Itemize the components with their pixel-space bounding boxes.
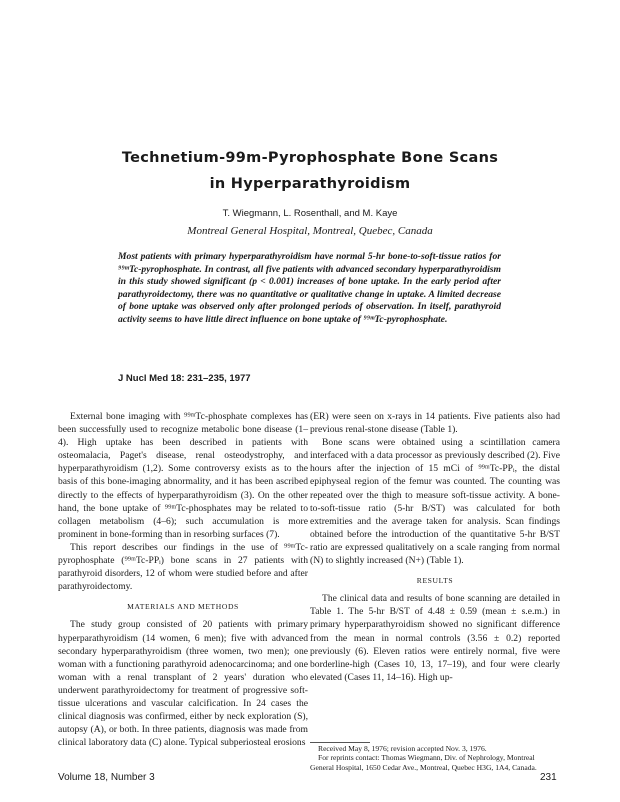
- page-number: 231: [540, 772, 557, 783]
- left-column: [58, 410, 308, 749]
- section-heading-results: RESULTS: [416, 576, 454, 586]
- intro-paragraph-1: External bone imaging with ⁹⁹ᵐTc-phosphate complexes has been successfully used to recognize metabolic bone disease (1–4). High uptake has been described in patients with osteomalacia, Paget's disease, renal osteodystrophy, and hyperparathyroidism (1,2). Some controversy exists as to the basis of this bone-imaging abnormality, and it has been ascribed directly to the effects of hyperparathyroidism (3). On the other hand, the bone uptake of ⁹⁹ᵐTc-phosphates may be related to collagen metabolism (4–6); such accumulation is more prominent in bone-forming than in resorbing surfaces (7).: [58, 411, 308, 540]
- title-line-1: Technetium-99m-Pyrophosphate Bone Scans: [121, 150, 499, 166]
- footnote: [310, 744, 560, 772]
- results-paragraph-1: The clinical data and results of bone scanning are detailed in Table 1. The 5-hr B/ST of 4.48 ± 0.59 (mean ± s.e.m.) in primary hyperparathyroidism showed no significant difference from the mean in normal controls (3.56 ± 0.2) reported previously (6). Eleven ratios were entirely normal, five were borderline-high (Cases 10, 13, 17–19), and four were clearly elevated (Cases 11, 14–16). High up-: [310, 593, 560, 683]
- methods-paragraph-1: The study group consisted of 20 patients with primary hyperparathyroidism (14 women, 6 men); five with advanced secondary hyperparathyroidism (three women, two men); one woman with a functioning parathyroid adenocarcinoma; and one woman with a renal transplant of 2 years' duration who underwent parathyroidectomy for treatment of progressive soft-tissue ulcerations and vascular calcification. In 24 cases the clinical diagnosis was confirmed, either by neck exploration (S), autopsy (A), or both. In three patients, diagnosis was made from clinical laboratory data (C) alone. Typical subperiosteal erosions: [58, 619, 308, 749]
- right-column: [310, 410, 560, 684]
- volume-info: Volume 18, Number 3: [58, 772, 155, 783]
- footnote-reprints: For reprints contact: Thomas Wiegmann, Div. of Nephrology, Montreal General Hospital, 1650 Cedar Ave., Montreal, Quebec H3G, 1A4, Canada.: [310, 753, 537, 772]
- authors: T. Wiegmann, L. Rosenthall, and M. Kaye: [222, 208, 398, 219]
- intro-paragraph-2: This report describes our findings in the use of ⁹⁹ᵐTc-pyrophosphate (⁹⁹ᵐTc-PPᵢ) bone scans in 27 patients with parathyroid disorders, 12 of whom were studied before and after parathyroidectomy.: [58, 541, 308, 593]
- title-line-2: in Hyperparathyroidism: [209, 176, 411, 192]
- methods-paragraph-continued: (ER) were seen on x-rays in 14 patients. Five patients also had previous renal-stone disease (Table 1).: [310, 411, 560, 436]
- abstract: Most patients with primary hyperparathyroidism have normal 5-hr bone-to-soft-tissue ratios for ⁹⁹ᵐTc-pyrophosphate. In contrast, all five patients with advanced secondary hyperparathyroidism in this study showed significant (p < 0.001) increases of bone uptake. In the early period after parathyroidectomy, there was no quantitative or qualitative change in uptake. A limited decrease of bone uptake was observed only after prolonged periods of observation. In itself, parathyroid activity seems to have little direct influence on bone uptake of ⁹⁹ᵐTc-pyrophosphate.: [118, 251, 501, 325]
- footnote-divider: [310, 742, 370, 743]
- journal-citation: J Nucl Med 18: 231–235, 1977: [118, 373, 251, 384]
- section-heading-methods: MATERIALS AND METHODS: [127, 602, 239, 612]
- affiliation: Montreal General Hospital, Montreal, Quebec, Canada: [187, 225, 433, 237]
- footnote-received: Received May 8, 1976; revision accepted Nov. 3, 1976.: [318, 744, 487, 753]
- methods-paragraph-2: Bone scans were obtained using a scintillation camera interfaced with a data processor as previously described (2). Five hours after the injection of 15 mCi of ⁹⁹ᵐTc-PPᵢ, the distal epiphyseal region of the femur was counted. The counting was repeated over the thigh to measure soft-tissue activity. A bone-to-soft-tissue ratio (5-hr B/ST) was calculated for both extremities and the average taken for analysis. Scan findings obtained before the introduction of the quantitative 5-hr B/ST ratio are expressed qualitatively on a scale ranging from normal (N) to slightly increased (N+) (Table 1).: [310, 437, 560, 567]
